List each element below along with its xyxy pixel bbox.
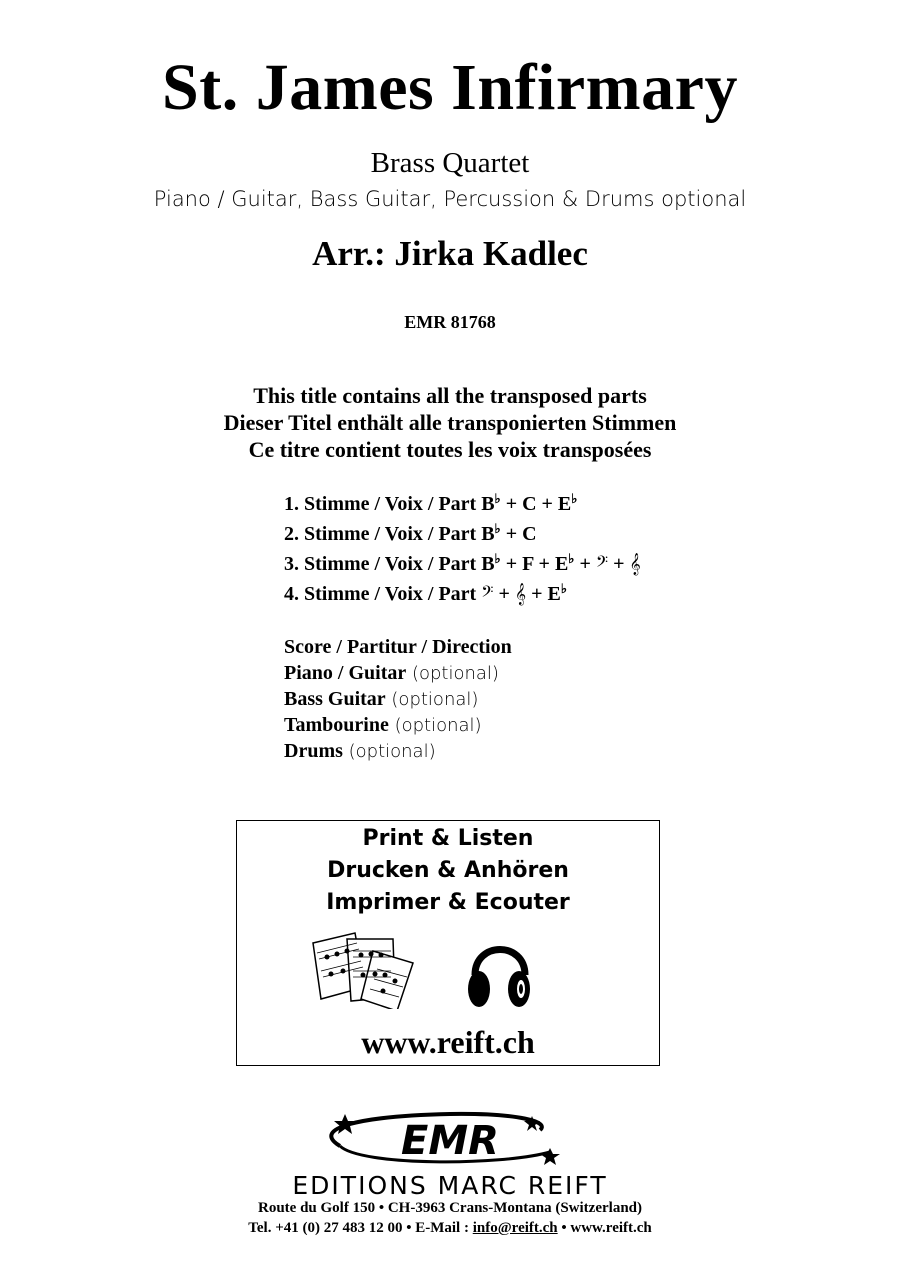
- extra-bass-guitar: [284, 686, 512, 712]
- info-block: [0, 382, 900, 463]
- part-4-text: + E: [526, 583, 561, 605]
- info-line-de: Dieser Titel enthält alle transponierten Stimmen: [223, 410, 677, 435]
- part-1: [284, 484, 641, 514]
- part-1-label: 1. Stimme / Voix / Part B: [284, 493, 495, 515]
- contact-web: • www.reift.ch: [557, 1220, 652, 1236]
- part-3-plus: +: [574, 553, 596, 575]
- flat-icon: ♭: [494, 491, 501, 506]
- flat-icon: ♭: [494, 521, 501, 536]
- part-2: [284, 514, 641, 544]
- extra-tambourine: [284, 712, 512, 738]
- promo-line-fr: Imprimer & Ecouter: [326, 890, 570, 915]
- parts-list: [284, 484, 641, 604]
- treble-clef-icon: 𝄞: [514, 583, 527, 605]
- bass-clef-icon: 𝄢: [481, 583, 494, 605]
- flat-icon: ♭: [494, 551, 501, 566]
- catalog-code: EMR 81768: [404, 312, 496, 332]
- part-4-label: 4. Stimme / Voix / Part: [284, 583, 482, 605]
- extra-name: Score / Partitur / Direction: [284, 636, 512, 658]
- extra-note: (optional): [385, 689, 479, 710]
- part-3-label: 3. Stimme / Voix / Part B: [284, 553, 495, 575]
- extra-note: (optional): [342, 741, 436, 762]
- title: St. James Infirmary: [162, 51, 738, 124]
- info-line-fr: Ce titre contient toutes les voix transposées: [248, 437, 652, 462]
- promo-line-de: Drucken & Anhören: [327, 858, 569, 883]
- logo-text: EMR: [401, 1118, 499, 1164]
- extra-name: Drums: [284, 740, 343, 762]
- info-line-en: This title contains all the transposed parts: [253, 383, 647, 408]
- flat-icon: ♭: [571, 491, 578, 506]
- email-link[interactable]: info@reift.ch: [472, 1220, 558, 1236]
- extra-score: [284, 634, 512, 660]
- publisher-name: EDITIONS MARC REIFT: [292, 1171, 608, 1200]
- promo-line-en: Print & Listen: [362, 826, 534, 851]
- headphones-icon: [465, 931, 535, 1011]
- extra-name: Piano / Guitar: [284, 662, 407, 684]
- website-link[interactable]: www.reift.ch: [361, 1024, 535, 1060]
- flat-icon: ♭: [568, 551, 575, 566]
- part-3-text: + F + E: [500, 553, 569, 575]
- bass-clef-icon: 𝄢: [595, 553, 609, 575]
- flat-icon: ♭: [560, 581, 567, 596]
- part-3-plus-2: +: [608, 553, 630, 575]
- extra-drums: [284, 738, 512, 764]
- arranger: Arr.: Jirka Kadlec: [312, 234, 588, 273]
- part-2-label: 2. Stimme / Voix / Part B: [284, 523, 495, 545]
- extras-list: [284, 634, 512, 764]
- contact-phone: Tel. +41 (0) 27 483 12 00 • E-Mail :: [248, 1220, 473, 1236]
- extra-piano-guitar: [284, 660, 512, 686]
- part-3: [284, 544, 641, 574]
- print-listen-box[interactable]: [236, 820, 660, 1066]
- emr-logo: [300, 1108, 600, 1172]
- part-2-text: + C: [500, 523, 537, 545]
- part-1-text: + C + E: [500, 493, 572, 515]
- instrumentation: Piano / Guitar, Bass Guitar, Percussion & Drums optional: [153, 187, 747, 211]
- treble-clef-icon: 𝄞: [629, 553, 641, 575]
- publisher-contact: [0, 1218, 900, 1238]
- sheet-music-icon: [307, 929, 421, 1009]
- extra-name: Bass Guitar: [284, 688, 386, 710]
- extra-note: (optional): [406, 663, 499, 684]
- part-4-plus: +: [493, 583, 515, 605]
- extra-name: Tambourine: [284, 714, 389, 736]
- part-4: [284, 574, 641, 604]
- extra-note: (optional): [388, 715, 482, 736]
- subtitle: Brass Quartet: [370, 147, 530, 179]
- publisher-address: Route du Golf 150 • CH-3963 Crans-Montana (Switzerland): [258, 1200, 642, 1216]
